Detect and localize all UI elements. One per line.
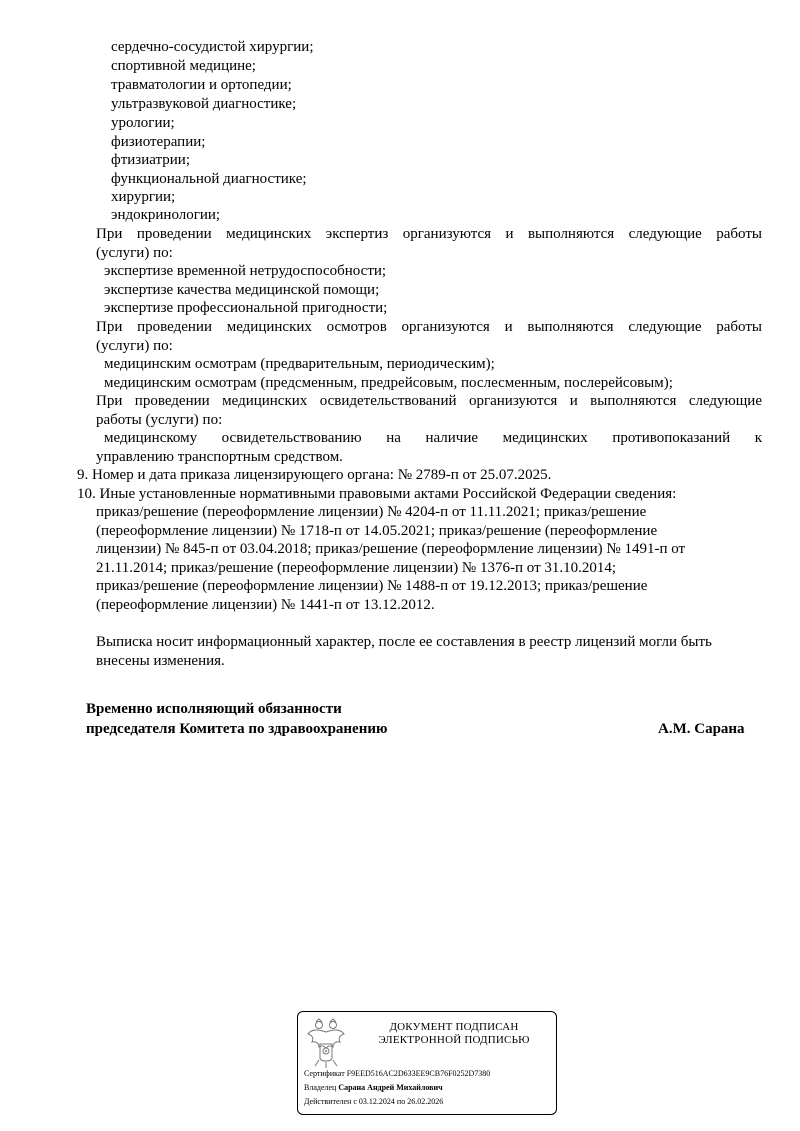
- list-item: экспертизе качества медицинской помощи;: [104, 282, 380, 298]
- certification-intro-cont: работы (услуги) по:: [96, 412, 223, 428]
- list-item: экспертизе временной нетрудоспособности;: [104, 263, 387, 279]
- owner-line: [304, 1083, 443, 1093]
- signer-title-cont: председателя Комитета по здравоохранению: [86, 721, 388, 737]
- note-text: Выписка носит информационный характер, после ее составления в реестр лицензий могли быть: [96, 634, 712, 650]
- other-info-line: (переоформление лицензии) № 1718-п от 14.05.2021; приказ/решение (переоформление: [96, 523, 658, 539]
- order-number-item: 9. Номер и дата приказа лицензирующего органа: № 2789-п от 25.07.2025.: [77, 467, 552, 483]
- e-signature-stamp: [297, 1011, 557, 1115]
- list-item: функциональной диагностике;: [111, 171, 307, 187]
- list-item: фтизиатрии;: [111, 152, 190, 168]
- other-info-heading: 10. Иные установленные нормативными правовыми актами Российской Федерации сведения:: [77, 486, 677, 502]
- other-info-line: (переоформление лицензии) № 1441-п от 13.12.2012.: [96, 597, 435, 613]
- list-item: экспертизе профессиональной пригодности;: [104, 300, 388, 316]
- list-item: ультразвуковой диагностике;: [111, 96, 297, 112]
- signer-name: А.М. Сарана: [658, 721, 745, 737]
- list-item: физиотерапии;: [111, 134, 206, 150]
- coat-of-arms-icon: [306, 1018, 346, 1070]
- list-item: спортивной медицине;: [111, 58, 256, 74]
- list-item: травматологии и ортопедии;: [111, 77, 292, 93]
- expertise-intro: При проведении медицинских экспертиз организуются и выполняются следующие работы: [96, 226, 762, 242]
- exams-intro-cont: (услуги) по:: [96, 338, 173, 354]
- other-info-line: приказ/решение (переоформление лицензии) № 4204-п от 11.11.2021; приказ/решение: [96, 504, 647, 520]
- stamp-header-cont: ЭЛЕКТРОННОЙ ПОДПИСЬЮ: [378, 1034, 530, 1046]
- list-item-cont: управлению транспортным средством.: [96, 449, 343, 465]
- list-item: эндокринологии;: [111, 207, 221, 223]
- stamp-header: ДОКУМЕНТ ПОДПИСАН: [389, 1021, 519, 1033]
- expertise-intro-cont: (услуги) по:: [96, 245, 173, 261]
- owner-value: Сарана Андрей Михайлович: [338, 1083, 443, 1092]
- certification-intro: При проведении медицинских освидетельствований организуются и выполняются следующие: [96, 393, 762, 409]
- list-item: медицинским осмотрам (предварительным, периодическим);: [104, 356, 495, 372]
- certificate-line: [304, 1069, 490, 1079]
- list-item: сердечно-сосудистой хирургии;: [111, 39, 314, 55]
- note-text-cont: внесены изменения.: [96, 653, 225, 669]
- other-info-line: приказ/решение (переоформление лицензии) № 1488-п от 19.12.2013; приказ/решение: [96, 578, 648, 594]
- certificate-label: Сертификат: [304, 1069, 345, 1078]
- list-item: медицинским осмотрам (предсменным, предрейсовым, послесменным, послерейсовым);: [104, 375, 673, 391]
- signer-title: Временно исполняющий обязанности: [86, 701, 342, 717]
- list-item: урологии;: [111, 115, 175, 131]
- other-info-line: 21.11.2014; приказ/решение (переоформление лицензии) № 1376-п от 31.10.2014;: [96, 560, 617, 576]
- other-info-line: лицензии) № 845-п от 03.04.2018; приказ/решение (переоформление лицензии) № 1491-п от: [96, 541, 686, 557]
- exams-intro: При проведении медицинских осмотров организуются и выполняются следующие работы: [96, 319, 762, 335]
- list-item: медицинскому освидетельствованию на наличие медицинских противопоказаний к: [104, 430, 762, 446]
- certificate-value: F9EED516AC2D633EE9CB76F0252D7380: [346, 1069, 491, 1078]
- list-item: хирургии;: [111, 189, 176, 205]
- owner-label: Владелец: [304, 1083, 337, 1092]
- validity-line: Действителен с 03.12.2024 по 26.02.2026: [304, 1097, 444, 1106]
